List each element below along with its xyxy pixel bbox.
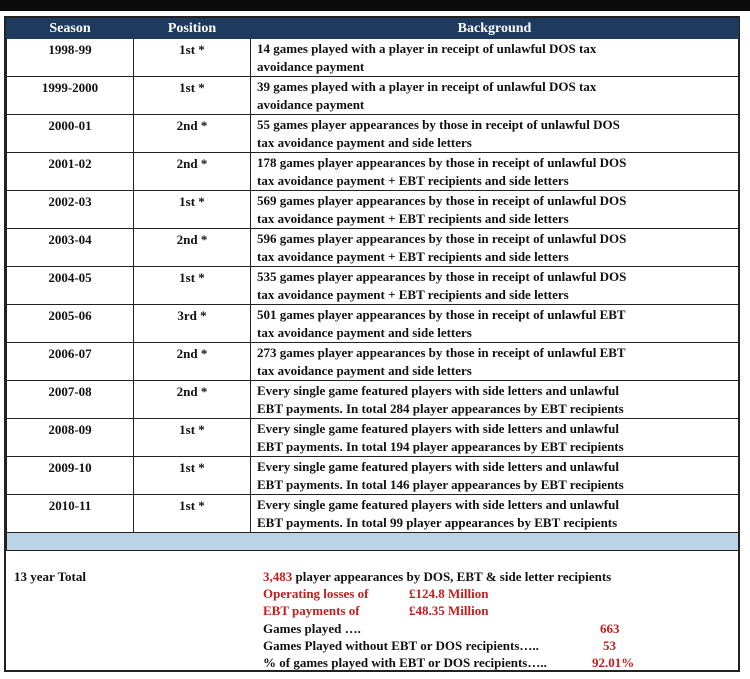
season-cell: 2000-01 [7, 115, 134, 153]
background-line-1: 596 games player appearances by those in receipt of unlawful DOS [257, 231, 627, 246]
table-row [7, 191, 739, 229]
background-cell [251, 495, 739, 533]
background-line-1: 178 games player appearances by those in receipt of unlawful DOS [257, 155, 627, 170]
background-line-1: Every single game featured players with side letters and unlawful [257, 421, 619, 436]
header-season: Season [7, 19, 134, 39]
season-cell: 2003-04 [7, 229, 134, 267]
games-pct-value: 92.01% [592, 654, 635, 670]
ebt-payments-line [263, 602, 733, 619]
background-line-2: EBT payments. In total 99 player appearances by EBT recipients [257, 515, 618, 530]
season-cell: 2004-05 [7, 267, 134, 305]
totals-details [263, 568, 733, 671]
spacer-row [7, 533, 739, 551]
background-line-1: 535 games player appearances by those in receipt of unlawful DOS [257, 269, 627, 284]
background-cell [251, 267, 739, 305]
position-cell: 3rd * [134, 305, 251, 343]
season-cell: 2008-09 [7, 419, 134, 457]
position-cell: 1st * [134, 191, 251, 229]
background-line-2: tax avoidance payment and side letters [257, 325, 472, 340]
position-cell: 1st * [134, 495, 251, 533]
games-without-line [263, 637, 733, 654]
position-cell: 2nd * [134, 153, 251, 191]
background-line-1: 55 games player appearances by those in receipt of unlawful DOS [257, 117, 620, 132]
background-line-1: 569 games player appearances by those in receipt of unlawful DOS [257, 193, 627, 208]
background-cell [251, 305, 739, 343]
table-row [7, 229, 739, 267]
position-cell: 1st * [134, 457, 251, 495]
season-cell: 2006-07 [7, 343, 134, 381]
season-cell: 2001-02 [7, 153, 134, 191]
season-cell: 1998-99 [7, 39, 134, 77]
background-line-2: tax avoidance payment + EBT recipients and side letters [257, 211, 569, 226]
table-header-row [7, 19, 739, 39]
background-line-1: 273 games player appearances by those in receipt of unlawful EBT [257, 345, 626, 360]
table-row [7, 77, 739, 115]
ebt-payments-value: £48.35 Million [409, 603, 489, 619]
table-row [7, 305, 739, 343]
games-pct-line [263, 654, 733, 671]
position-cell: 1st * [134, 39, 251, 77]
background-cell [251, 419, 739, 457]
operating-losses-label: Operating losses of [263, 586, 369, 602]
appearances-text: player appearances by DOS, EBT & side letter recipients [292, 569, 612, 584]
background-cell [251, 457, 739, 495]
season-cell: 2005-06 [7, 305, 134, 343]
table-row [7, 39, 739, 77]
background-line-1: 39 games played with a player in receipt of unlawful DOS tax [257, 79, 597, 94]
position-cell: 1st * [134, 419, 251, 457]
season-cell: 1999-2000 [7, 77, 134, 115]
background-line-1: 14 games played with a player in receipt of unlawful DOS tax [257, 41, 597, 56]
games-played-label: Games played …. [263, 620, 361, 636]
table-row [7, 153, 739, 191]
position-cell: 1st * [134, 267, 251, 305]
background-cell [251, 77, 739, 115]
operating-losses-value: £124.8 Million [409, 586, 489, 602]
games-pct-label: % of games played with EBT or DOS recipients….. [263, 654, 547, 670]
background-line-2: EBT payments. In total 146 player appearances by EBT recipients [257, 477, 624, 492]
spacer-cell [7, 533, 739, 551]
background-cell [251, 39, 739, 77]
position-cell: 2nd * [134, 115, 251, 153]
background-line-1: 501 games player appearances by those in receipt of unlawful EBT [257, 307, 626, 322]
position-cell: 2nd * [134, 381, 251, 419]
totals-label: 13 year Total [14, 569, 86, 584]
background-line-2: tax avoidance payment and side letters [257, 363, 472, 378]
appearances-line [263, 568, 733, 585]
background-cell [251, 381, 739, 419]
table-row [7, 381, 739, 419]
table-row [7, 267, 739, 305]
season-cell: 2007-08 [7, 381, 134, 419]
table-row [7, 115, 739, 153]
table-row [7, 457, 739, 495]
background-line-1: Every single game featured players with side letters and unlawful [257, 459, 619, 474]
background-line-2: tax avoidance payment + EBT recipients and side letters [257, 249, 569, 264]
operating-losses-line [263, 585, 733, 602]
season-table-document [4, 16, 740, 672]
header-background: Background [251, 19, 739, 39]
background-line-2: tax avoidance payment + EBT recipients and side letters [257, 287, 569, 302]
season-cell: 2009-10 [7, 457, 134, 495]
background-cell [251, 343, 739, 381]
background-line-2: avoidance payment [257, 97, 365, 112]
background-cell [251, 153, 739, 191]
season-cell: 2010-11 [7, 495, 134, 533]
games-played-value: 663 [600, 620, 620, 636]
season-table [6, 18, 739, 551]
top-edge-bar [0, 0, 750, 11]
background-cell [251, 191, 739, 229]
games-played-line [263, 620, 733, 637]
table-row [7, 343, 739, 381]
games-without-label: Games Played without EBT or DOS recipients….. [263, 637, 539, 653]
position-cell: 2nd * [134, 229, 251, 267]
games-without-value: 53 [603, 637, 616, 653]
table-row [7, 419, 739, 457]
position-cell: 1st * [134, 77, 251, 115]
background-line-2: EBT payments. In total 284 player appearances by EBT recipients [257, 401, 624, 416]
season-cell: 2002-03 [7, 191, 134, 229]
position-cell: 2nd * [134, 343, 251, 381]
ebt-payments-label: EBT payments of [263, 603, 360, 619]
background-cell [251, 229, 739, 267]
appearances-number: 3,483 [263, 569, 293, 584]
background-line-2: tax avoidance payment + EBT recipients and side letters [257, 173, 569, 188]
background-line-2: avoidance payment [257, 59, 365, 74]
table-row [7, 495, 739, 533]
background-line-1: Every single game featured players with side letters and unlawful [257, 383, 619, 398]
background-line-1: Every single game featured players with side letters and unlawful [257, 497, 619, 512]
background-line-2: EBT payments. In total 194 player appearances by EBT recipients [257, 439, 624, 454]
background-cell [251, 115, 739, 153]
header-position: Position [134, 19, 251, 39]
background-line-2: tax avoidance payment and side letters [257, 135, 472, 150]
